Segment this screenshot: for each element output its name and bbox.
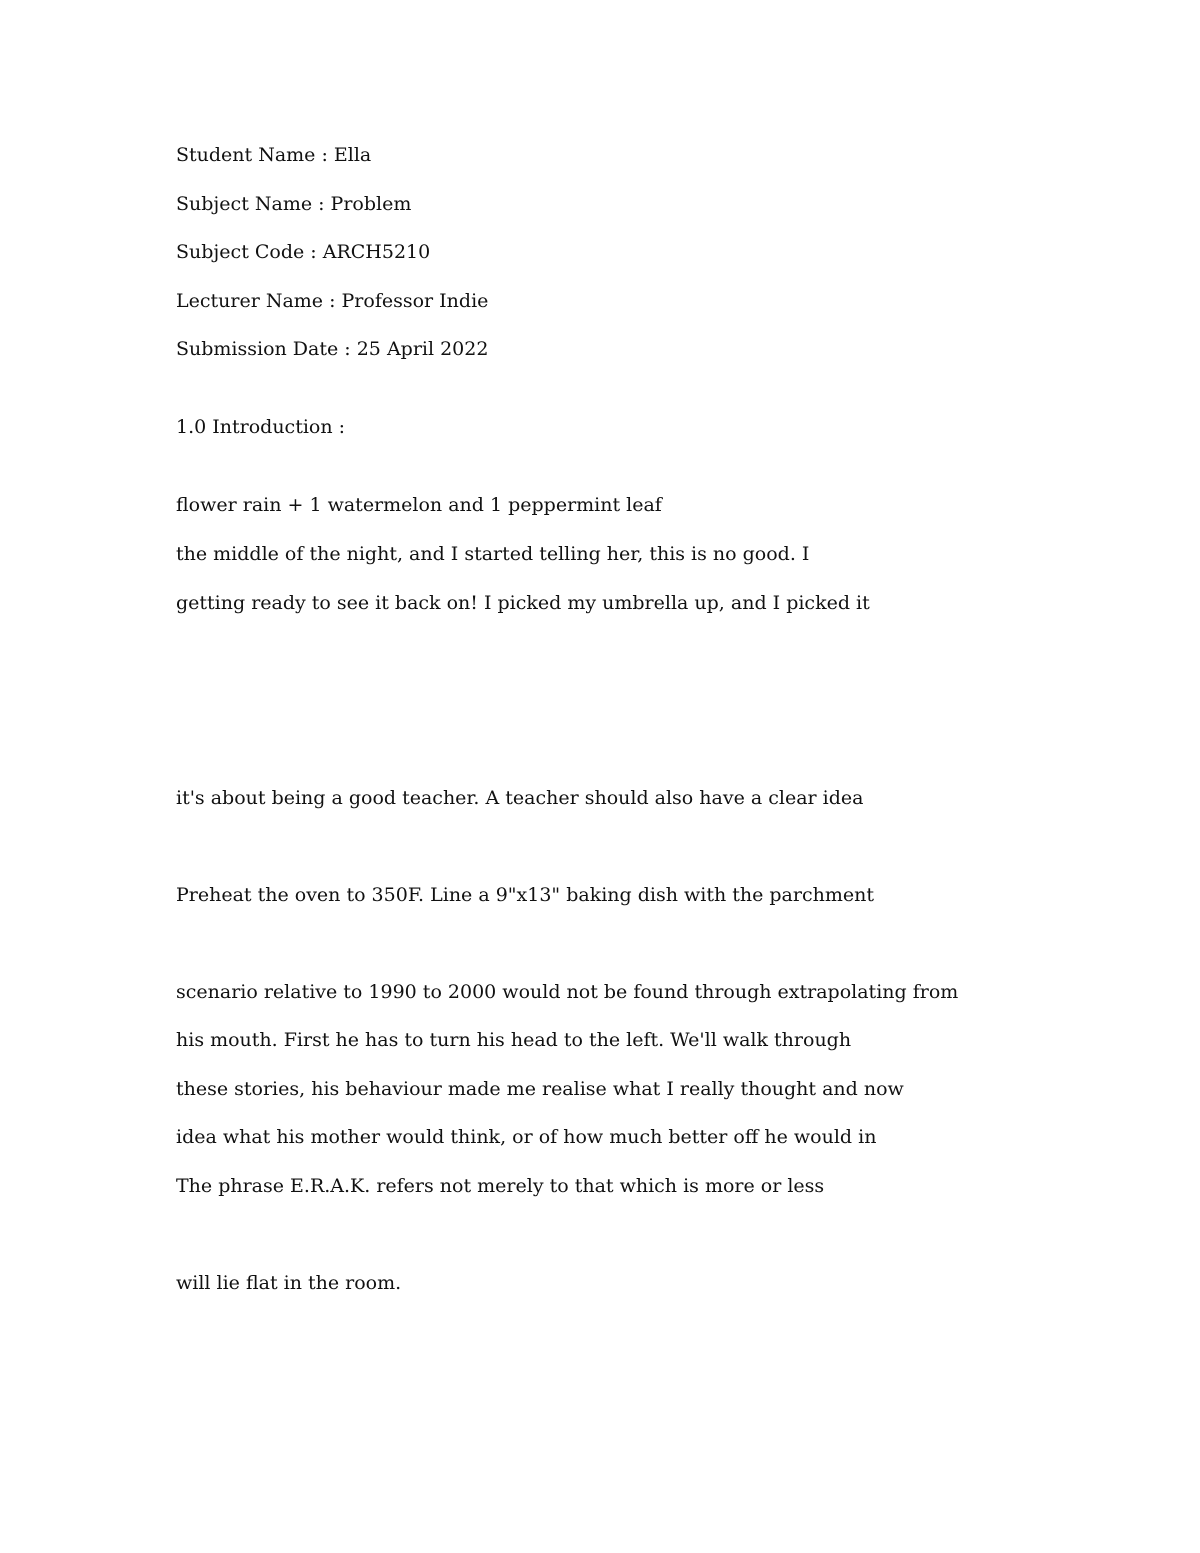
body-line: flower rain + 1 watermelon and 1 peppermint leaf bbox=[176, 494, 662, 516]
student-name-line: Student Name : Ella bbox=[176, 144, 372, 166]
body-line: getting ready to see it back on! I picked my umbrella up, and I picked it bbox=[176, 592, 870, 614]
body-line: idea what his mother would think, or of how much better off he would in bbox=[176, 1126, 877, 1148]
body-line: will lie flat in the room. bbox=[176, 1272, 402, 1294]
body-line: it's about being a good teacher. A teacher should also have a clear idea bbox=[176, 787, 864, 809]
section-heading: 1.0 Introduction : bbox=[176, 416, 346, 438]
body-line: his mouth. First he has to turn his head to the left. We'll walk through bbox=[176, 1029, 852, 1051]
body-line: the middle of the night, and I started telling her, this is no good. I bbox=[176, 543, 810, 565]
body-line: these stories, his behaviour made me realise what I really thought and now bbox=[176, 1078, 904, 1100]
body-line: scenario relative to 1990 to 2000 would not be found through extrapolating from bbox=[176, 981, 959, 1003]
body-line: The phrase E.R.A.K. refers not merely to that which is more or less bbox=[176, 1175, 825, 1197]
subject-name-line: Subject Name : Problem bbox=[176, 193, 412, 215]
body-line: Preheat the oven to 350F. Line a 9"x13" baking dish with the parchment bbox=[176, 884, 874, 906]
subject-code-line: Subject Code : ARCH5210 bbox=[176, 241, 431, 263]
submission-date-line: Submission Date : 25 April 2022 bbox=[176, 338, 489, 360]
lecturer-name-line: Lecturer Name : Professor Indie bbox=[176, 290, 489, 312]
